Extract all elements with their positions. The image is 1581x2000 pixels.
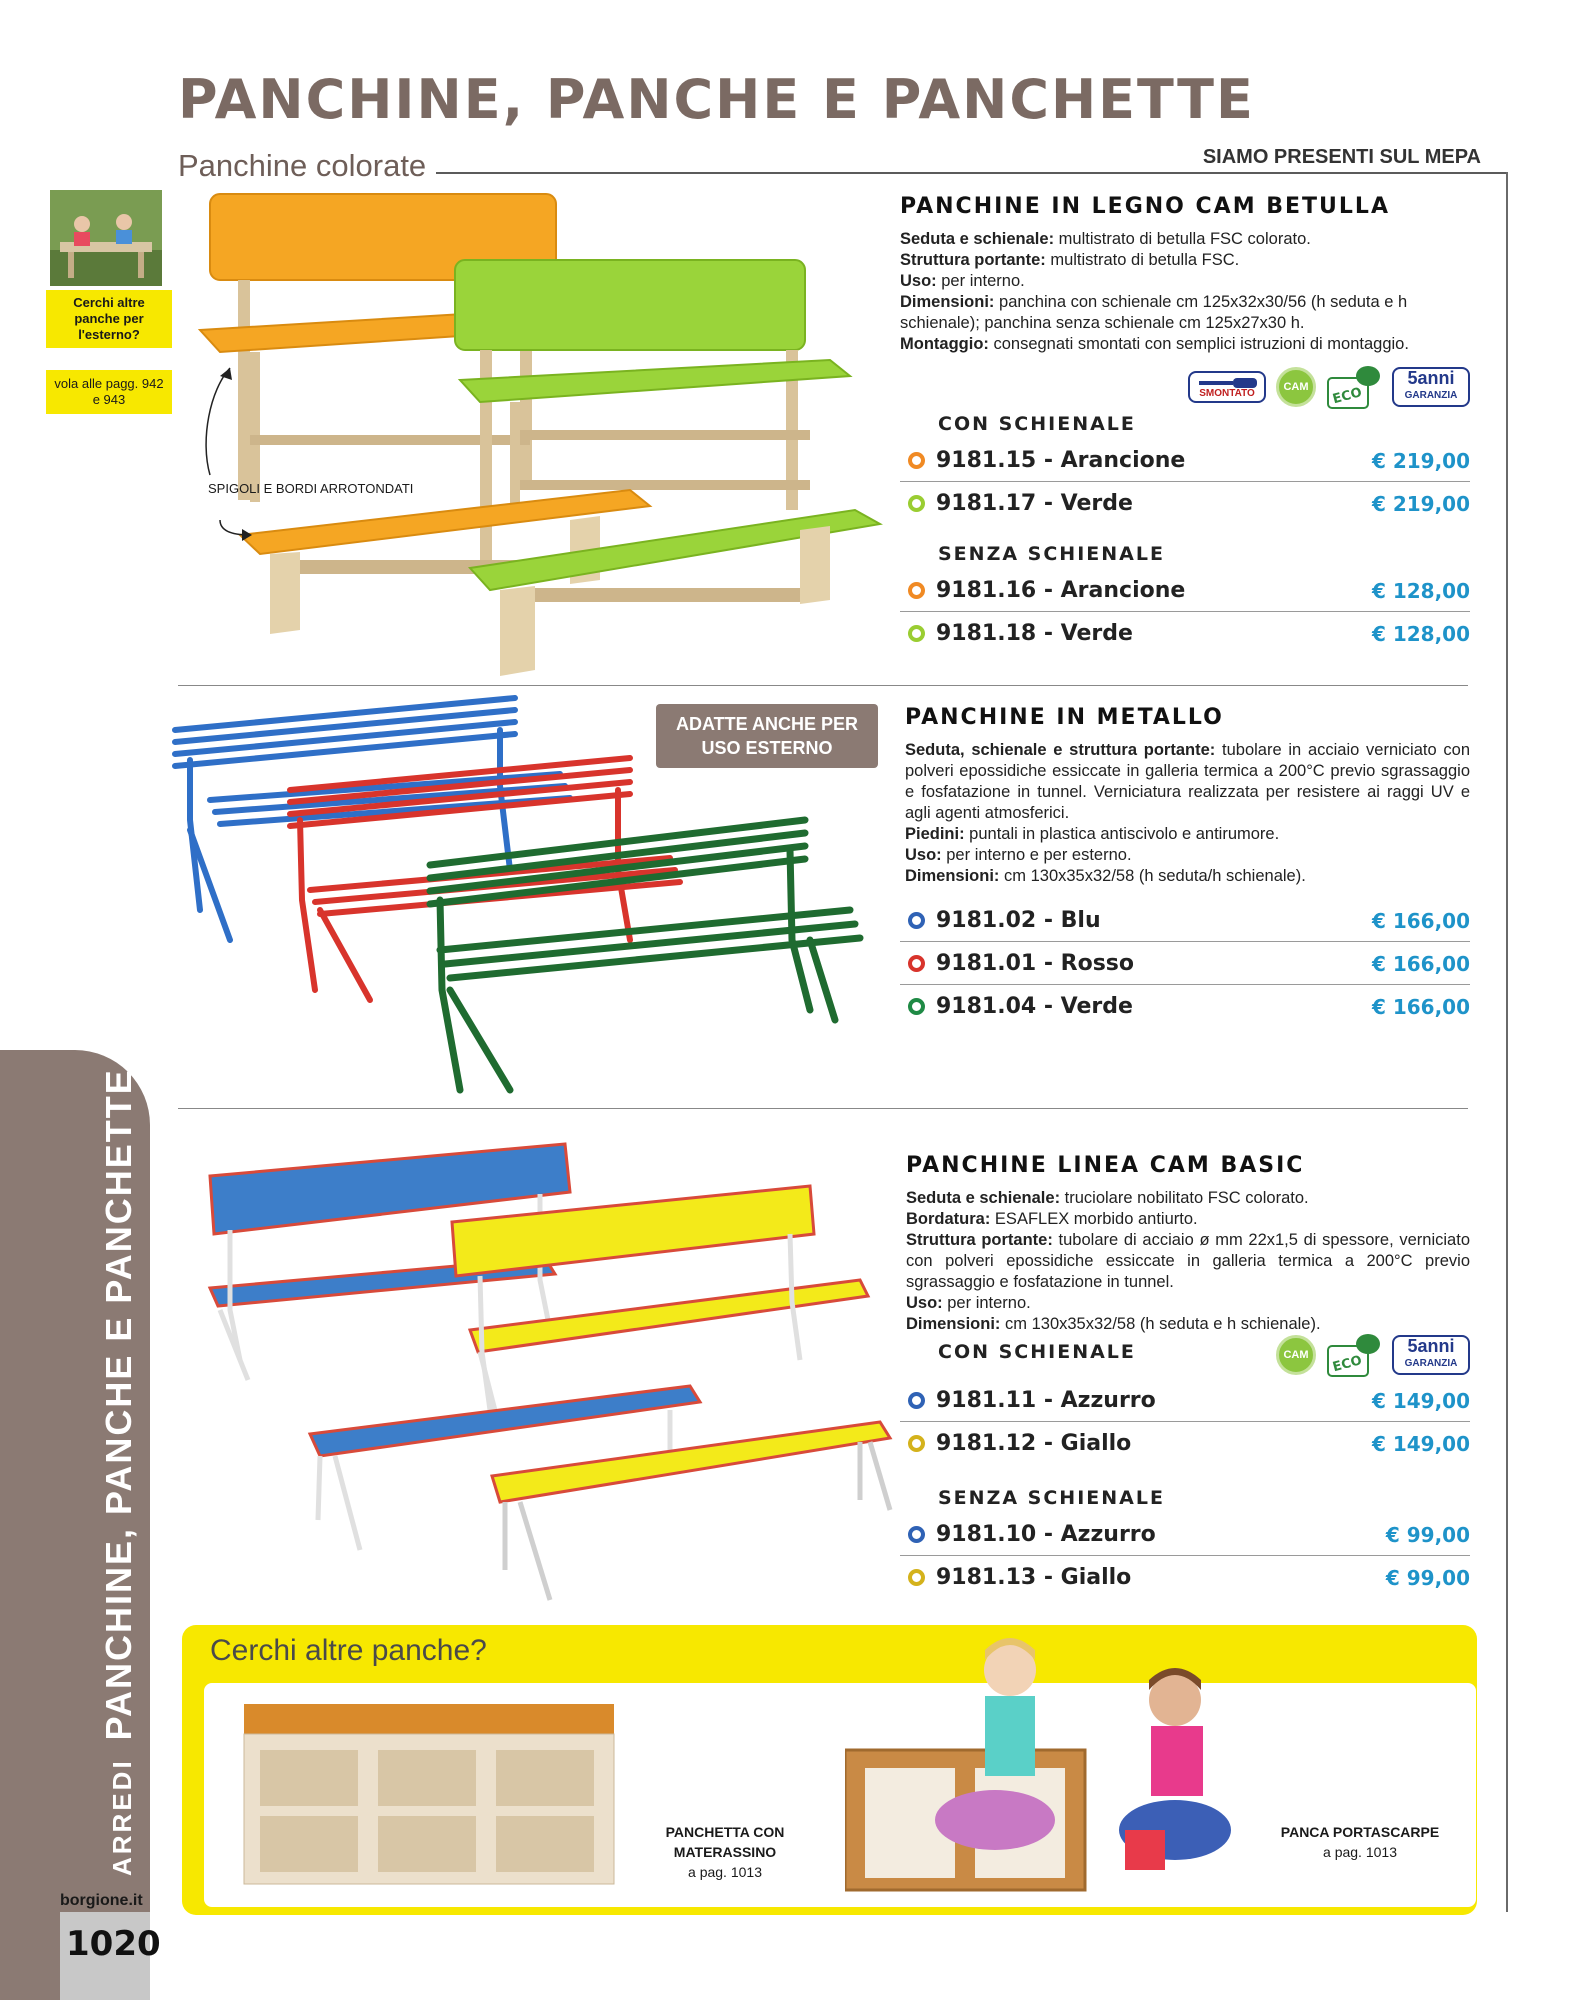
variant-row[interactable] <box>900 1513 1470 1556</box>
variant-code: 9181.13 - Giallo <box>936 1565 1132 1590</box>
variant-code: 9181.18 - Verde <box>936 621 1133 646</box>
smontato-badge: SMONTATO <box>1188 371 1266 403</box>
variant-row[interactable] <box>900 985 1470 1028</box>
children-outdoor-photo <box>50 190 162 286</box>
promo-outdoor-link[interactable]: vola alle pagg. 942 e 943 <box>46 370 172 414</box>
variant-row[interactable] <box>900 899 1470 942</box>
eco-leaf-icon <box>1326 364 1382 410</box>
variant-price: € 219,00 <box>1371 449 1470 473</box>
variant-code: 9181.01 - Rosso <box>936 951 1135 976</box>
variant-row[interactable] <box>900 1422 1470 1465</box>
color-dot-icon <box>908 1392 925 1409</box>
product-metal <box>905 705 1470 1028</box>
page-number: 1020 <box>66 1924 161 1964</box>
eco-leaf-icon <box>1326 1332 1382 1378</box>
desc-line: Uso: per interno. <box>900 272 1025 290</box>
wooden-benches-image <box>190 190 890 680</box>
group-header-row <box>900 1335 1470 1379</box>
variant-price: € 166,00 <box>1371 995 1470 1019</box>
product-description <box>906 1188 1470 1335</box>
variant-code: 9181.15 - Arancione <box>936 448 1186 473</box>
variant-price: € 128,00 <box>1371 622 1470 646</box>
section-divider <box>178 685 1468 686</box>
color-dot-icon <box>908 912 925 929</box>
variant-price: € 149,00 <box>1371 1432 1470 1456</box>
side-category-text <box>98 1068 140 1876</box>
variant-code: 9181.16 - Arancione <box>936 578 1186 603</box>
eco-badge <box>1326 364 1382 410</box>
side-section-label: ARREDI <box>107 1758 137 1876</box>
variant-code: 9181.02 - Blu <box>936 908 1101 933</box>
desc-line: Dimensioni: cm 130x35x32/58 (h seduta/h schienale). <box>905 867 1306 885</box>
variant-list <box>900 1513 1470 1599</box>
color-dot-icon <box>908 582 925 599</box>
product-description <box>900 229 1470 355</box>
product-description <box>905 740 1470 887</box>
variant-code: 9181.04 - Verde <box>936 994 1133 1019</box>
website-label[interactable]: borgione.it <box>60 1892 143 1909</box>
item2-caption[interactable] <box>1265 1822 1455 1862</box>
desc-line: Struttura portante: multistrato di betulla FSC. <box>900 251 1240 269</box>
svg-text:ECO: ECO <box>1331 385 1364 408</box>
more-benches-title: Cerchi altre panche? <box>210 1634 487 1667</box>
desc-line: Struttura portante: tubolare di acciaio ø mm 22x1,5 di spessore, verniciato con polveri epossidiche essiccate in galleria termica a 200°C previo sgrassaggio e fosfatazione in tunnel. <box>906 1231 1470 1291</box>
color-dot-icon <box>908 1435 925 1452</box>
desc-line: Montaggio: consegnati smontati con semplici istruzioni di montaggio. <box>900 335 1409 353</box>
outdoor-use-badge: ADATTE ANCHE PER USO ESTERNO <box>656 704 878 768</box>
item2-name: PANCA PORTASCARPE <box>1280 1824 1440 1840</box>
variant-code: 9181.17 - Verde <box>936 491 1133 516</box>
group-label-with-back: CON SCHIENALE <box>938 413 1136 435</box>
variant-list <box>900 569 1470 655</box>
side-category-label: PANCHINE, PANCHE E PANCHETTE <box>98 1068 139 1741</box>
variant-list <box>900 1379 1470 1465</box>
color-dot-icon <box>908 495 925 512</box>
variant-code: 9181.11 - Azzurro <box>936 1388 1156 1413</box>
product-wood-betulla <box>900 194 1470 655</box>
product-title: PANCHINE IN METALLO <box>905 705 1224 730</box>
cam-badge: CAM <box>1276 367 1316 407</box>
item1-page: a pag. 1013 <box>688 1864 762 1880</box>
variant-list <box>900 899 1470 1028</box>
shoe-bench-image[interactable] <box>240 1700 620 1890</box>
item2-page: a pag. 1013 <box>1323 1844 1397 1860</box>
color-dot-icon <box>908 955 925 972</box>
page-subtitle: Panchine colorate <box>178 148 436 184</box>
variant-price: € 166,00 <box>1371 952 1470 976</box>
group-label-with-back: CON SCHIENALE <box>938 1341 1136 1363</box>
certification-badges <box>900 361 1470 413</box>
desc-line: Dimensioni: panchina con schienale cm 125x32x30/56 (h seduta e h schienale); panchina senza schienale cm 125x27x30 h. <box>900 293 1408 332</box>
group-label-without-back: SENZA SCHIENALE <box>938 1487 1165 1509</box>
rounded-edges-note: SPIGOLI E BORDI ARROTONDATI <box>208 481 414 496</box>
desc-line: Uso: per interno e per esterno. <box>905 846 1132 864</box>
variant-code: 9181.10 - Azzurro <box>936 1522 1156 1547</box>
product-cam-basic <box>906 1153 1470 1599</box>
product-title: PANCHINE LINEA CAM BASIC <box>906 1153 1305 1178</box>
color-dot-icon <box>908 452 925 469</box>
product-title: PANCHINE IN LEGNO CAM BETULLA <box>900 194 1390 219</box>
desc-line: Seduta e schienale: truciolare nobilitato FSC colorato. <box>906 1189 1309 1207</box>
variant-code: 9181.12 - Giallo <box>936 1431 1132 1456</box>
variant-row[interactable] <box>900 569 1470 612</box>
section-divider <box>178 1108 1468 1109</box>
svg-text:ECO: ECO <box>1331 1353 1364 1376</box>
variant-price: € 99,00 <box>1385 1566 1470 1590</box>
color-dot-icon <box>908 1526 925 1543</box>
group-label-without-back: SENZA SCHIENALE <box>938 543 1165 565</box>
variant-row[interactable] <box>900 1379 1470 1422</box>
item1-name: PANCHETTA CON MATERASSINO <box>665 1824 785 1860</box>
desc-line: Uso: per interno. <box>906 1294 1031 1312</box>
eco-badge <box>1326 1332 1382 1378</box>
variant-row[interactable] <box>900 612 1470 655</box>
promo-photo[interactable] <box>50 190 162 286</box>
cam-basic-benches-image <box>200 1130 900 1610</box>
desc-line: Seduta, schienale e struttura portante: tubolare in acciaio verniciato con polveri epossidiche essiccate in galleria termica a 200°C previo sgrassaggio e fosfatazione in tunnel. Verniciatura realizzata per resistere ai raggi UV e agli agenti atmosferici. <box>905 741 1470 822</box>
desc-line: Dimensioni: cm 130x35x32/58 (h seduta e h schienale). <box>906 1315 1321 1333</box>
variant-price: € 128,00 <box>1371 579 1470 603</box>
warranty-badge: 5anni GARANZIA <box>1392 1335 1470 1375</box>
variant-price: € 166,00 <box>1371 909 1470 933</box>
page-number-box <box>60 1912 161 2000</box>
promo-outdoor-tag: Cerchi altre panche per l'esterno? <box>46 290 172 348</box>
warranty-badge: 5anni GARANZIA <box>1392 367 1470 407</box>
variant-price: € 149,00 <box>1371 1389 1470 1413</box>
item1-caption[interactable] <box>640 1822 810 1882</box>
desc-line: Piedini: puntali in plastica antiscivolo e antirumore. <box>905 825 1280 843</box>
right-rule <box>1506 172 1508 1912</box>
desc-line: Bordatura: ESAFLEX morbido antiurto. <box>906 1210 1198 1228</box>
variant-row[interactable] <box>900 1556 1470 1599</box>
color-dot-icon <box>908 625 925 642</box>
variant-row[interactable] <box>900 942 1470 985</box>
color-dot-icon <box>908 998 925 1015</box>
variant-row[interactable] <box>900 482 1470 525</box>
desc-line: Seduta e schienale: multistrato di betulla FSC colorato. <box>900 230 1311 248</box>
variant-price: € 99,00 <box>1385 1523 1470 1547</box>
variant-price: € 219,00 <box>1371 492 1470 516</box>
color-dot-icon <box>908 1569 925 1586</box>
page-title: PANCHINE, PANCHE E PANCHETTE <box>178 68 1255 131</box>
certification-badges <box>1276 1329 1470 1381</box>
children-shoe-rack-image[interactable] <box>845 1630 1265 1910</box>
variant-row[interactable] <box>900 439 1470 482</box>
mepa-note: SIAMO PRESENTI SUL MEPA <box>1202 146 1481 168</box>
variant-list <box>900 439 1470 525</box>
cam-badge: CAM <box>1276 1335 1316 1375</box>
